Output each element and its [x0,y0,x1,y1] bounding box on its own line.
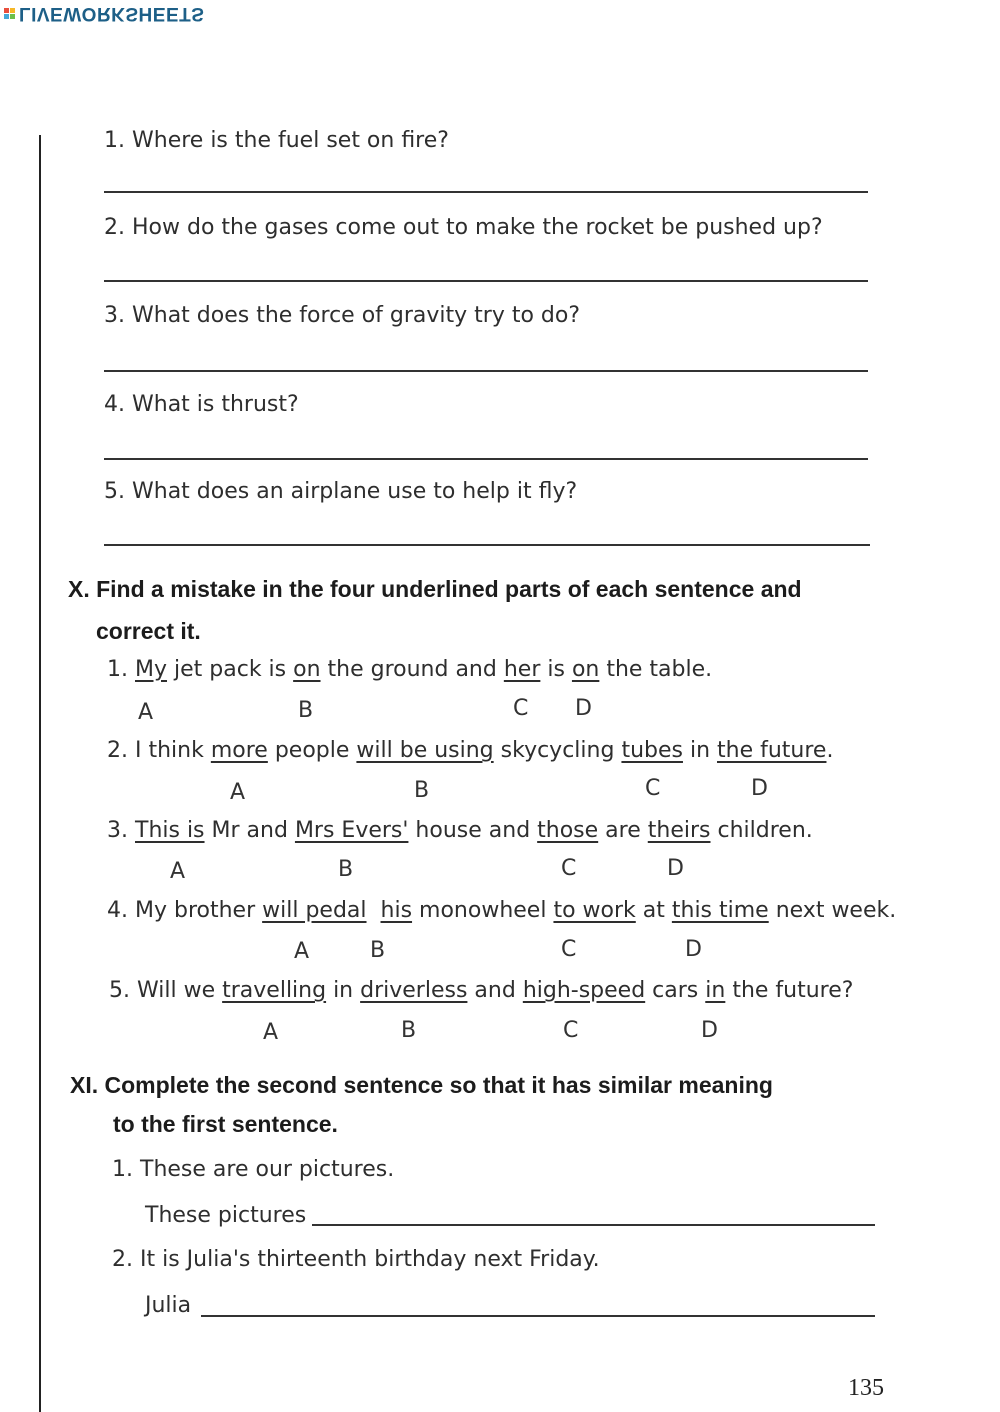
sentence-text [367,898,381,923]
section-x-sentence-4: 4. My brother will pedal his monowheel to work at this time next week. [107,898,897,923]
sentence-text: jet pack is [167,657,294,682]
underlined-part: Mrs Evers' [294,818,409,843]
sentence-text: at [635,898,672,923]
logo-text: LIVEWORKSHEETS [19,3,205,24]
underlined-part: theirs [647,818,711,843]
sentence-text: children. [710,818,813,843]
sentence-text: in [326,978,361,1003]
underlined-part: the future [717,738,827,763]
underlined-part: travelling [222,978,327,1003]
underlined-part: on [293,657,321,682]
page-number: 135 [848,1375,884,1401]
sentence-text: I think [135,738,211,763]
section-x-sentence-5: 5. Will we travelling in driverless and high-speed cars in the future? [109,978,854,1003]
sentence-text: house and [408,818,538,843]
option-a: A [263,1020,279,1045]
underlined-part: in [705,978,726,1003]
question-1: 1. Where is the fuel set on fire? [104,128,449,153]
answer-line-2[interactable] [104,280,868,282]
underlined-part: his [380,898,413,923]
option-c: C [563,1018,579,1043]
underlined-part: tubes [621,738,683,763]
option-d: D [751,776,768,801]
section-x-sentence-3: 3. This is Mr and Mrs Evers' house and those are theirs children. [107,818,813,843]
answer-line-4[interactable] [104,458,868,460]
completion-line-1[interactable] [312,1224,875,1226]
underlined-part: this time [671,898,769,923]
margin-line [39,135,41,1412]
underlined-part: This is [135,818,205,843]
sentence-text: My brother [135,898,263,923]
sentence-text: monowheel [412,898,554,923]
option-a: A [170,859,186,884]
sentence-text: and [467,978,523,1003]
answer-line-5[interactable] [104,544,870,546]
sentence-text: are [598,818,648,843]
option-d: D [685,937,702,962]
option-a: A [138,700,154,725]
underlined-part: those [537,818,599,843]
option-b: B [298,698,314,723]
section-x-heading-cont: correct it. [96,618,201,644]
section-xi-sentence-1: 1. These are our pictures. [112,1157,395,1182]
option-b: B [370,938,386,963]
underlined-part: high-speed [522,978,646,1003]
answer-line-1[interactable] [104,191,868,193]
option-d: D [667,856,684,881]
sentence-text: cars [645,978,706,1003]
sentence-text: the table. [599,657,713,682]
section-xi-prompt-2: Julia [145,1293,192,1318]
logo-squares-icon [4,8,15,19]
sentence-text: is [540,657,572,682]
sentence-text: the future? [725,978,854,1003]
option-a: A [294,939,310,964]
liveworksheets-logo [4,2,204,24]
section-x-sentence-1: 1. My jet pack is on the ground and her is on the table. [107,657,713,682]
section-xi-heading: XI. Complete the second sentence so that it has similar meaning [70,1072,773,1098]
underlined-part: will pedal [262,898,367,923]
sentence-text: people [267,738,357,763]
answer-line-3[interactable] [104,370,868,372]
option-d: D [575,696,592,721]
option-d: D [701,1018,718,1043]
option-c: C [645,776,661,801]
sentence-text: skycycling [493,738,622,763]
option-b: B [338,857,354,882]
option-b: B [401,1018,417,1043]
underlined-part: more [210,738,268,763]
completion-line-2[interactable] [201,1315,875,1317]
section-xi-sentence-2: 2. It is Julia's thirteenth birthday next Friday. [112,1247,600,1272]
underlined-part: to work [553,898,636,923]
sentence-text: Will we [137,978,223,1003]
question-5: 5. What does an airplane use to help it fly? [104,479,578,504]
option-c: C [513,696,529,721]
option-a: A [230,780,246,805]
option-b: B [414,778,430,803]
underlined-part: My [135,657,168,682]
option-c: C [561,937,577,962]
option-c: C [561,856,577,881]
sentence-text: the ground and [320,657,504,682]
question-3: 3. What does the force of gravity try to do? [104,303,581,328]
sentence-text: Mr and [204,818,295,843]
question-2: 2. How do the gases come out to make the rocket be pushed up? [104,215,823,240]
underlined-part: driverless [360,978,468,1003]
underlined-part: on [571,657,600,682]
underlined-part: her [503,657,541,682]
section-x-heading: X. Find a mistake in the four underlined parts of each sentence and [68,576,802,602]
sentence-text: in [682,738,718,763]
sentence-text: . [826,738,834,763]
sentence-text: next week. [768,898,897,923]
section-xi-prompt-1: These pictures [145,1203,307,1228]
question-4: 4. What is thrust? [104,392,299,417]
underlined-part: will be using [356,738,494,763]
section-xi-heading-cont: to the first sentence. [113,1111,338,1137]
section-x-sentence-2: 2. I think more people will be using skycycling tubes in the future. [107,738,834,763]
